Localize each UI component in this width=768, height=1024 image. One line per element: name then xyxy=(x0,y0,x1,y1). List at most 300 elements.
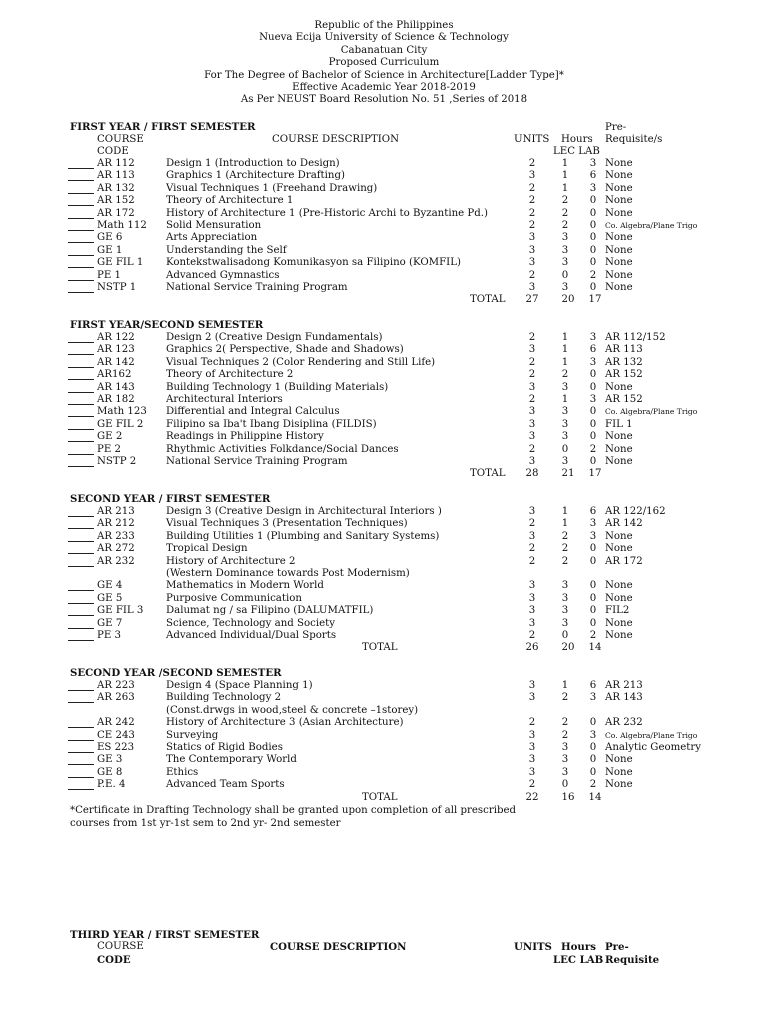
course-code: AR 182 xyxy=(97,393,135,405)
table-row xyxy=(0,394,768,406)
course-lec-hours: 3 xyxy=(561,257,569,269)
blank-grade-line xyxy=(68,630,94,641)
course-lec-hours: 3 xyxy=(561,754,569,766)
blank-grade-line xyxy=(68,605,94,616)
course-rows xyxy=(0,680,768,804)
col-header-code: CODE xyxy=(97,954,131,966)
col-header-pre: Pre- xyxy=(605,941,629,953)
table-row xyxy=(0,406,768,418)
course-lab-hours: 0 xyxy=(589,281,597,293)
course-code: GE 1 xyxy=(97,244,123,256)
table-row xyxy=(0,282,768,294)
course-units: 2 xyxy=(528,393,536,405)
course-lab-hours: 3 xyxy=(589,518,597,530)
table-row xyxy=(0,531,768,543)
blank-grade-line xyxy=(68,419,94,430)
course-description: Solid Mensuration xyxy=(166,219,262,231)
course-lab-hours: 0 xyxy=(589,418,597,430)
course-lec-hours: 1 xyxy=(561,356,569,368)
course-lec-hours: 2 xyxy=(561,555,569,567)
course-prerequisite: AR 152 xyxy=(605,369,643,381)
course-code: AR 143 xyxy=(97,381,135,393)
blank-grade-line xyxy=(68,257,94,268)
blank-grade-line xyxy=(68,593,94,604)
course-units: 2 xyxy=(528,717,536,729)
course-units: 3 xyxy=(528,170,536,182)
course-lec-hours: 3 xyxy=(561,741,569,753)
course-prerequisite: None xyxy=(605,281,633,293)
course-rows xyxy=(0,506,768,655)
course-code: Math 123 xyxy=(97,406,147,418)
course-prerequisite: Co. Algebra/Plane Trigo xyxy=(605,407,698,417)
course-lab-hours: 0 xyxy=(589,605,597,617)
course-lab-hours: 6 xyxy=(589,506,597,517)
col-header-requisite: Requisite xyxy=(605,954,660,966)
total-label: TOTAL xyxy=(362,791,398,803)
blank-grade-line xyxy=(68,556,94,567)
course-units: 3 xyxy=(528,754,536,766)
course-description: (Western Dominance towards Post Modernism) xyxy=(166,567,410,579)
course-prerequisite: None xyxy=(605,269,633,281)
total-units: 27 xyxy=(525,294,539,306)
course-units: 3 xyxy=(528,530,536,542)
course-lab-hours: 0 xyxy=(589,455,597,467)
course-description: Understanding the Self xyxy=(166,244,287,256)
course-lec-hours: 2 xyxy=(561,729,569,741)
course-units: 3 xyxy=(528,281,536,293)
course-code: GE FIL 1 xyxy=(97,257,144,269)
course-lec-hours: 2 xyxy=(561,195,569,207)
blank-grade-line xyxy=(68,543,94,554)
course-units: 3 xyxy=(528,381,536,393)
table-row xyxy=(0,779,768,791)
course-description: Differential and Integral Calculus xyxy=(166,406,340,418)
course-prerequisite: None xyxy=(605,232,633,244)
course-prerequisite: AR 132 xyxy=(605,356,643,368)
course-prerequisite: None xyxy=(605,617,633,629)
course-prerequisite: None xyxy=(605,580,633,592)
course-code: GE 8 xyxy=(97,766,123,778)
blank-grade-line xyxy=(68,220,94,231)
blank-grade-line xyxy=(68,406,94,417)
course-description: Architectural Interiors xyxy=(166,393,283,405)
course-code: AR 272 xyxy=(97,543,135,555)
blank-grade-line xyxy=(68,692,94,703)
col-header-hours: Hours xyxy=(561,134,593,145)
course-code: AR 263 xyxy=(97,692,135,704)
course-lec-hours: 3 xyxy=(561,418,569,430)
table-row xyxy=(0,419,768,431)
course-code: AR 223 xyxy=(97,680,135,691)
header-line-6: Effective Academic Year 2018-2019 xyxy=(292,81,476,93)
table-row xyxy=(0,195,768,207)
course-units: 2 xyxy=(528,219,536,231)
course-code: AR 242 xyxy=(97,717,135,729)
course-lec-hours: 0 xyxy=(561,779,569,791)
course-lec-hours: 1 xyxy=(561,332,569,343)
col-header-course: COURSE xyxy=(97,941,144,952)
table-row xyxy=(0,382,768,394)
course-prerequisite: AR 172 xyxy=(605,555,643,567)
blank-grade-line xyxy=(68,394,94,405)
table-row xyxy=(0,245,768,257)
course-prerequisite: AR 232 xyxy=(605,717,643,729)
col-header-desc: COURSE DESCRIPTION xyxy=(272,134,400,145)
course-lab-hours: 3 xyxy=(589,729,597,741)
course-code: AR 212 xyxy=(97,518,135,530)
course-lab-hours: 3 xyxy=(589,356,597,368)
section-title: SECOND YEAR / FIRST SEMESTER xyxy=(70,493,271,505)
course-description: Design 2 (Creative Design Fundamentals) xyxy=(166,332,383,343)
course-lec-hours: 0 xyxy=(561,269,569,281)
course-units: 2 xyxy=(528,207,536,219)
course-lab-hours: 3 xyxy=(589,158,597,169)
course-prerequisite: None xyxy=(605,195,633,207)
course-lec-hours: 2 xyxy=(561,207,569,219)
course-lab-hours: 0 xyxy=(589,617,597,629)
course-lab-hours: 3 xyxy=(589,692,597,704)
course-description: Design 1 (Introduction to Design) xyxy=(166,158,340,169)
course-lec-hours: 3 xyxy=(561,281,569,293)
blank-grade-line xyxy=(68,357,94,368)
course-code: GE FIL 3 xyxy=(97,605,144,617)
course-description: Kontekstwalisadong Komunikasyon sa Filipino (KOMFIL) xyxy=(166,257,461,269)
course-prerequisite: None xyxy=(605,257,633,269)
total-label: TOTAL xyxy=(470,468,506,480)
course-lec-hours: 2 xyxy=(561,543,569,555)
course-code: PE 2 xyxy=(97,443,122,455)
course-prerequisite: None xyxy=(605,766,633,778)
total-lab: 17 xyxy=(588,468,602,480)
section-title: SECOND YEAR /SECOND SEMESTER xyxy=(70,667,282,679)
course-lab-hours: 2 xyxy=(589,779,597,791)
course-lec-hours: 3 xyxy=(561,605,569,617)
course-prerequisite: AR 112/152 xyxy=(605,332,666,343)
course-prerequisite: None xyxy=(605,431,633,443)
course-units: 3 xyxy=(528,506,536,517)
course-lab-hours: 0 xyxy=(589,406,597,418)
course-prerequisite: AR 113 xyxy=(605,344,643,356)
course-lec-hours: 1 xyxy=(561,170,569,182)
course-prerequisite: AR 213 xyxy=(605,680,643,691)
blank-grade-line xyxy=(68,444,94,455)
blank-grade-line xyxy=(68,456,94,467)
table-row xyxy=(0,618,768,630)
course-code: AR 142 xyxy=(97,356,135,368)
course-lab-hours: 6 xyxy=(589,170,597,182)
course-units: 3 xyxy=(528,418,536,430)
blank-grade-line xyxy=(68,369,94,380)
course-code: GE 2 xyxy=(97,431,123,443)
course-code: PE 1 xyxy=(97,269,122,281)
table-row xyxy=(0,444,768,456)
table-row xyxy=(0,692,768,704)
course-lec-hours: 3 xyxy=(561,766,569,778)
col-header-desc: COURSE DESCRIPTION xyxy=(270,941,407,953)
course-prerequisite: None xyxy=(605,779,633,791)
table-row xyxy=(0,332,768,344)
course-rows xyxy=(0,158,768,307)
course-prerequisite: None xyxy=(605,629,633,641)
course-lec-hours: 3 xyxy=(561,232,569,244)
table-row xyxy=(0,568,768,580)
table-row xyxy=(0,543,768,555)
course-code: AR 152 xyxy=(97,195,135,207)
course-code: AR 112 xyxy=(97,158,135,169)
header-line-2: Nueva Ecija University of Science & Technology xyxy=(259,32,509,44)
course-units: 2 xyxy=(528,629,536,641)
course-code: GE 4 xyxy=(97,580,123,592)
course-description: Surveying xyxy=(166,729,219,741)
course-lec-hours: 3 xyxy=(561,381,569,393)
blank-grade-line xyxy=(68,680,94,691)
course-units: 2 xyxy=(528,158,536,169)
certificate-note-line-1: *Certificate in Drafting Technology shall be granted upon completion of all prescribed xyxy=(70,805,517,816)
table-row xyxy=(0,431,768,443)
course-description: Advanced Individual/Dual Sports xyxy=(166,629,337,641)
total-label: TOTAL xyxy=(470,294,506,306)
course-lab-hours: 6 xyxy=(589,344,597,356)
course-description: Graphics 2( Perspective, Shade and Shadows) xyxy=(166,344,404,356)
table-row xyxy=(0,556,768,568)
course-lec-hours: 3 xyxy=(561,406,569,418)
table-row xyxy=(0,220,768,232)
course-code: AR 123 xyxy=(97,344,135,356)
col-header-requisite: Requisite/s xyxy=(605,134,663,145)
table-row xyxy=(0,270,768,282)
course-code: AR 172 xyxy=(97,207,135,219)
blank-grade-line xyxy=(68,344,94,355)
certificate-note-line-2: courses from 1st yr-1st sem to 2nd yr- 2nd semester xyxy=(70,818,341,829)
table-row xyxy=(0,357,768,369)
blank-grade-line xyxy=(68,618,94,629)
course-units: 2 xyxy=(528,369,536,381)
course-lec-hours: 1 xyxy=(561,182,569,194)
course-description: Visual Techniques 1 (Freehand Drawing) xyxy=(166,182,378,194)
total-lec: 16 xyxy=(561,791,575,803)
document-header xyxy=(0,20,768,107)
course-lab-hours: 2 xyxy=(589,443,597,455)
col-header-units: UNITS xyxy=(514,134,550,145)
course-description: Building Utilities 1 (Plumbing and Sanitary Systems) xyxy=(166,530,440,542)
course-code: GE 3 xyxy=(97,754,123,766)
table-row xyxy=(0,232,768,244)
course-prerequisite: AR 142 xyxy=(605,518,643,530)
total-row xyxy=(0,792,768,804)
course-rows xyxy=(0,332,768,481)
course-prerequisite: None xyxy=(605,754,633,766)
course-code: P.E. 4 xyxy=(97,779,126,791)
course-prerequisite: None xyxy=(605,455,633,467)
course-lab-hours: 0 xyxy=(589,580,597,592)
blank-grade-line xyxy=(68,195,94,206)
total-lab: 14 xyxy=(588,791,602,803)
course-prerequisite: None xyxy=(605,381,633,393)
course-lec-hours: 2 xyxy=(561,530,569,542)
blank-grade-line xyxy=(68,742,94,753)
course-description: Design 4 (Space Planning 1) xyxy=(166,680,313,691)
course-description: Graphics 1 (Architecture Drafting) xyxy=(166,170,345,182)
table-row xyxy=(0,630,768,642)
course-prerequisite: None xyxy=(605,443,633,455)
course-prerequisite: None xyxy=(605,182,633,194)
course-prerequisite: FIL2 xyxy=(605,605,630,617)
course-units: 3 xyxy=(528,592,536,604)
section-title: FIRST YEAR/SECOND SEMESTER xyxy=(70,319,264,331)
course-lec-hours: 2 xyxy=(561,369,569,381)
course-units: 3 xyxy=(528,580,536,592)
course-description: History of Architecture 2 xyxy=(166,555,296,567)
table-row xyxy=(0,456,768,468)
course-lab-hours: 0 xyxy=(589,369,597,381)
blank-grade-line xyxy=(68,170,94,181)
course-lec-hours: 3 xyxy=(561,244,569,256)
table-row xyxy=(0,158,768,170)
course-description: Arts Appreciation xyxy=(166,232,258,244)
blank-grade-line xyxy=(68,158,94,169)
course-units: 3 xyxy=(528,680,536,691)
table-row xyxy=(0,580,768,592)
course-prerequisite: FIL 1 xyxy=(605,418,633,430)
course-units: 3 xyxy=(528,729,536,741)
total-label: TOTAL xyxy=(362,642,398,654)
course-lec-hours: 3 xyxy=(561,592,569,604)
course-prerequisite: AR 152 xyxy=(605,393,643,405)
course-lec-hours: 1 xyxy=(561,518,569,530)
table-row xyxy=(0,208,768,220)
course-prerequisite: None xyxy=(605,530,633,542)
course-code: AR 113 xyxy=(97,170,135,182)
table-row xyxy=(0,369,768,381)
blank-grade-line xyxy=(68,717,94,728)
course-prerequisite: Analytic Geometry xyxy=(605,741,702,753)
course-lec-hours: 0 xyxy=(561,629,569,641)
course-units: 3 xyxy=(528,455,536,467)
course-lab-hours: 0 xyxy=(589,257,597,269)
course-description: History of Architecture 1 (Pre-Historic Archi to Byzantine Pd.) xyxy=(166,207,489,219)
course-units: 3 xyxy=(528,431,536,443)
header-line-7: As Per NEUST Board Resolution No. 51 ,Series of 2018 xyxy=(240,94,528,106)
course-lec-hours: 3 xyxy=(561,455,569,467)
total-units: 26 xyxy=(525,642,539,654)
blank-grade-line xyxy=(68,232,94,243)
course-lab-hours: 0 xyxy=(589,555,597,567)
course-description: Purposive Communication xyxy=(166,592,302,604)
total-units: 28 xyxy=(525,468,539,480)
course-description: Dalumat ng / sa Filipino (DALUMATFIL) xyxy=(166,605,374,617)
course-description: Building Technology 1 (Building Materials) xyxy=(166,381,389,393)
course-units: 2 xyxy=(528,332,536,343)
course-units: 2 xyxy=(528,356,536,368)
table-row xyxy=(0,593,768,605)
col-header-code: CODE xyxy=(97,146,129,157)
course-units: 2 xyxy=(528,779,536,791)
course-description: Visual Techniques 3 (Presentation Techniques) xyxy=(166,518,408,530)
course-code: AR 132 xyxy=(97,182,135,194)
blank-grade-line xyxy=(68,431,94,442)
course-lec-hours: 1 xyxy=(561,393,569,405)
course-code: GE 7 xyxy=(97,617,123,629)
course-code: Math 112 xyxy=(97,219,147,231)
course-units: 2 xyxy=(528,518,536,530)
course-description: Mathematics in Modern World xyxy=(166,580,324,592)
blank-grade-line xyxy=(68,506,94,517)
course-code: GE 5 xyxy=(97,592,123,604)
blank-grade-line xyxy=(68,245,94,256)
course-code: AR162 xyxy=(97,369,132,381)
course-description: The Contemporary World xyxy=(166,754,297,766)
course-lab-hours: 3 xyxy=(589,332,597,343)
course-lec-hours: 1 xyxy=(561,506,569,517)
col-header-pre: Pre- xyxy=(605,122,627,133)
course-description: Rhythmic Activities Folkdance/Social Dances xyxy=(166,443,399,455)
course-code: CE 243 xyxy=(97,729,135,741)
course-lab-hours: 2 xyxy=(589,629,597,641)
table-row xyxy=(0,518,768,530)
course-units: 3 xyxy=(528,741,536,753)
course-code: NSTP 1 xyxy=(97,281,137,293)
course-lec-hours: 3 xyxy=(561,617,569,629)
course-description: Ethics xyxy=(166,766,199,778)
course-units: 2 xyxy=(528,443,536,455)
course-lab-hours: 3 xyxy=(589,393,597,405)
total-lec: 21 xyxy=(561,468,575,480)
course-code: NSTP 2 xyxy=(97,455,137,467)
header-line-3: Cabanatuan City xyxy=(340,44,428,56)
section-title: FIRST YEAR / FIRST SEMESTER xyxy=(70,121,256,133)
blank-grade-line xyxy=(68,282,94,293)
table-row xyxy=(0,183,768,195)
course-description: Visual Techniques 2 (Color Rendering and Still Life) xyxy=(166,356,436,368)
course-units: 3 xyxy=(528,605,536,617)
course-description: History of Architecture 3 (Asian Architecture) xyxy=(166,717,404,729)
course-lab-hours: 0 xyxy=(589,431,597,443)
course-code: AR 213 xyxy=(97,506,135,517)
table-row xyxy=(0,344,768,356)
course-description: Statics of Rigid Bodies xyxy=(166,741,283,753)
course-prerequisite: None xyxy=(605,543,633,555)
course-code: PE 3 xyxy=(97,629,122,641)
total-row xyxy=(0,468,768,480)
course-prerequisite: AR 122/162 xyxy=(605,506,666,517)
course-prerequisite: None xyxy=(605,207,633,219)
blank-grade-line xyxy=(68,779,94,790)
course-code: AR 232 xyxy=(97,555,135,567)
blank-grade-line xyxy=(68,332,94,343)
col-header-lec-lab: LEC LAB xyxy=(553,146,600,157)
col-header-lec-lab: LEC LAB xyxy=(553,954,604,966)
table-row xyxy=(0,717,768,729)
table-row xyxy=(0,605,768,617)
course-lec-hours: 2 xyxy=(561,219,569,231)
table-row xyxy=(0,754,768,766)
course-units: 2 xyxy=(528,195,536,207)
course-lab-hours: 2 xyxy=(589,269,597,281)
course-description: (Const.drwgs in wood,steel & concrete –1storey) xyxy=(166,704,419,716)
total-units: 22 xyxy=(525,791,539,803)
course-units: 2 xyxy=(528,543,536,555)
course-description: Theory of Architecture 2 xyxy=(166,369,294,381)
course-prerequisite: Co. Algebra/Plane Trigo xyxy=(605,220,698,230)
blank-grade-line xyxy=(68,270,94,281)
course-description: Filipino sa Iba't Ibang Disiplina (FILDIS) xyxy=(166,418,377,430)
blank-grade-line xyxy=(68,580,94,591)
course-lab-hours: 0 xyxy=(589,766,597,778)
col-header-course: COURSE xyxy=(97,134,144,145)
blank-grade-line xyxy=(68,382,94,393)
total-lab: 17 xyxy=(588,294,602,306)
course-code: GE FIL 2 xyxy=(97,418,144,430)
